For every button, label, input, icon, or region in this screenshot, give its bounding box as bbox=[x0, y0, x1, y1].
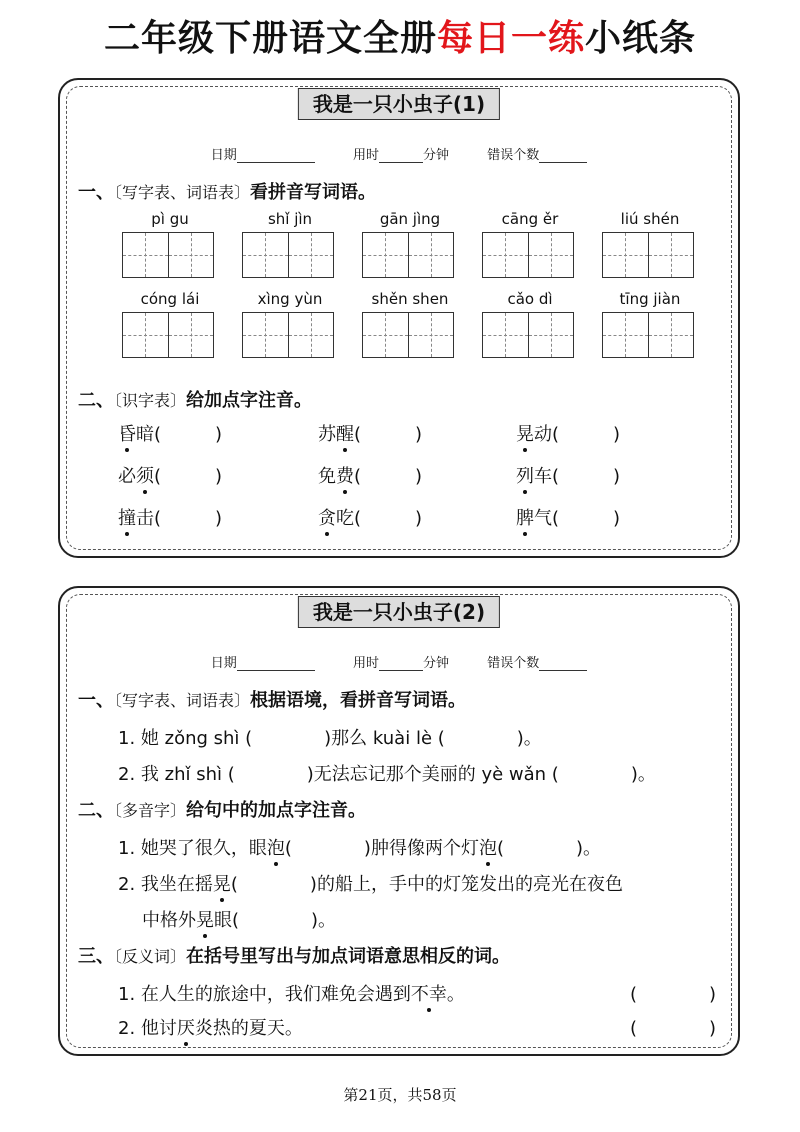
grid-cell[interactable] bbox=[603, 313, 648, 357]
word-item bbox=[516, 420, 620, 446]
grid-cell[interactable] bbox=[123, 313, 168, 357]
dotted-char: 晃 bbox=[516, 424, 534, 445]
date-blank[interactable] bbox=[237, 670, 315, 671]
dotted-char: 贪 bbox=[318, 508, 336, 529]
grid-cell[interactable] bbox=[528, 233, 574, 277]
question-text: 2. 我 zhǐ shì ( )无法忘记那个美丽的 yè wǎn ( )。 bbox=[118, 764, 656, 785]
word-item bbox=[318, 504, 422, 530]
word-char: 免 bbox=[318, 466, 336, 487]
answer-paren[interactable]: ( ) bbox=[630, 1018, 717, 1039]
word-char: 击 bbox=[136, 508, 154, 529]
card-title: 我是一只小虫子(1) bbox=[298, 88, 500, 120]
writing-grid[interactable] bbox=[362, 232, 454, 278]
pinyin-group bbox=[242, 290, 338, 358]
word-item bbox=[118, 420, 222, 446]
grid-cell[interactable] bbox=[603, 233, 648, 277]
writing-grid[interactable] bbox=[242, 312, 334, 358]
question-text: 1. 她 zǒng shì ( )那么 kuài lè ( )。 bbox=[118, 728, 542, 749]
question-text: 2. 他讨厌炎热的夏天。 bbox=[118, 1018, 303, 1039]
answer-paren[interactable]: ( ) bbox=[630, 984, 717, 1005]
grid-cell[interactable] bbox=[528, 313, 574, 357]
word-item bbox=[516, 504, 620, 530]
meta-row: 日期 用时 分钟 错误个数 bbox=[60, 652, 738, 671]
grid-cell[interactable] bbox=[363, 233, 408, 277]
pinyin-group bbox=[362, 210, 458, 278]
grid-cell[interactable] bbox=[408, 313, 454, 357]
grid-cell[interactable] bbox=[243, 233, 288, 277]
pinyin-label: xìng yùn bbox=[257, 290, 323, 308]
worksheet-card-2 bbox=[58, 586, 740, 1056]
section-heading: 三、〔反义词〕在括号里写出与加点词语意思相反的词。 bbox=[78, 946, 511, 967]
question-text: 1. 她哭了很久，眼泡( )肿得像两个灯泡( )。 bbox=[118, 838, 601, 859]
page-footer: 第21页，共58页 bbox=[343, 1086, 457, 1104]
dotted-char: 费 bbox=[336, 466, 354, 487]
pinyin-label: shěn shen bbox=[371, 290, 449, 308]
answer-paren[interactable]: ( ) bbox=[354, 508, 423, 529]
word-char: 气 bbox=[534, 508, 552, 529]
word-char: 车 bbox=[534, 466, 552, 487]
dotted-char: 撞 bbox=[118, 508, 136, 529]
word-item bbox=[318, 462, 422, 488]
answer-paren[interactable]: ( ) bbox=[552, 424, 621, 445]
writing-grid[interactable] bbox=[482, 232, 574, 278]
date-blank[interactable] bbox=[237, 162, 315, 163]
word-char: 吃 bbox=[336, 508, 354, 529]
question-text: 2. 我坐在摇晃( )的船上，手中的灯笼发出的亮光在夜色 bbox=[118, 874, 623, 895]
time-blank[interactable] bbox=[379, 670, 423, 671]
dotted-char: 晃 bbox=[212, 874, 231, 895]
section-heading: 二、〔识字表〕给加点字注音。 bbox=[78, 390, 313, 411]
word-char: 动 bbox=[534, 424, 552, 445]
writing-grid[interactable] bbox=[122, 232, 214, 278]
pinyin-label: cǎo dì bbox=[507, 290, 553, 308]
section-heading: 一、〔写字表、词语表〕看拼音写词语。 bbox=[78, 182, 377, 203]
grid-cell[interactable] bbox=[483, 233, 528, 277]
dotted-char: 须 bbox=[136, 466, 154, 487]
answer-paren[interactable]: ( ) bbox=[154, 508, 223, 529]
dotted-char: 列 bbox=[516, 466, 534, 487]
grid-cell[interactable] bbox=[648, 313, 694, 357]
dotted-char: 厌 bbox=[176, 1018, 195, 1039]
writing-grid[interactable] bbox=[482, 312, 574, 358]
word-char: 苏 bbox=[318, 424, 336, 445]
time-blank[interactable] bbox=[379, 162, 423, 163]
errors-blank[interactable] bbox=[539, 670, 587, 671]
grid-cell[interactable] bbox=[408, 233, 454, 277]
dotted-char: 昏 bbox=[118, 424, 136, 445]
pinyin-label: tīng jiàn bbox=[619, 290, 681, 308]
pinyin-group bbox=[122, 210, 218, 278]
card-title: 我是一只小虫子(2) bbox=[298, 596, 500, 628]
dotted-char: 醒 bbox=[336, 424, 354, 445]
word-item bbox=[516, 462, 620, 488]
grid-cell[interactable] bbox=[363, 313, 408, 357]
writing-grid[interactable] bbox=[242, 232, 334, 278]
word-char: 暗 bbox=[136, 424, 154, 445]
grid-cell[interactable] bbox=[288, 313, 334, 357]
dotted-char: 脾 bbox=[516, 508, 534, 529]
grid-cell[interactable] bbox=[243, 313, 288, 357]
pinyin-group bbox=[602, 290, 698, 358]
answer-paren[interactable]: ( ) bbox=[552, 508, 621, 529]
pinyin-group bbox=[362, 290, 458, 358]
pinyin-label: gān jìng bbox=[379, 210, 441, 228]
pinyin-label: cāng ěr bbox=[501, 210, 559, 228]
grid-cell[interactable] bbox=[168, 233, 214, 277]
pinyin-label: pì gu bbox=[151, 210, 189, 228]
pinyin-label: shǐ jìn bbox=[267, 210, 313, 228]
writing-grid[interactable] bbox=[122, 312, 214, 358]
question-text: 1. 在人生的旅途中，我们难免会遇到不幸。 bbox=[118, 984, 465, 1005]
answer-paren[interactable]: ( ) bbox=[354, 424, 423, 445]
word-item bbox=[118, 504, 222, 530]
word-item bbox=[118, 462, 222, 488]
writing-grid[interactable] bbox=[602, 312, 694, 358]
pinyin-group bbox=[482, 290, 578, 358]
answer-paren[interactable]: ( ) bbox=[354, 466, 423, 487]
word-item bbox=[318, 420, 422, 446]
grid-cell[interactable] bbox=[288, 233, 334, 277]
grid-cell[interactable] bbox=[483, 313, 528, 357]
answer-paren[interactable]: ( ) bbox=[154, 466, 223, 487]
grid-cell[interactable] bbox=[648, 233, 694, 277]
answer-paren[interactable]: ( ) bbox=[552, 466, 621, 487]
grid-cell[interactable] bbox=[123, 233, 168, 277]
pinyin-label: liú shén bbox=[620, 210, 680, 228]
errors-blank[interactable] bbox=[539, 162, 587, 163]
page-title: 二年级下册语文全册每日一练小纸条 bbox=[103, 18, 697, 59]
pinyin-group bbox=[482, 210, 578, 278]
worksheet-card-1 bbox=[58, 78, 740, 558]
answer-paren[interactable]: ( ) bbox=[154, 424, 223, 445]
writing-grid[interactable] bbox=[602, 232, 694, 278]
dotted-char: 晃 bbox=[196, 910, 214, 931]
writing-grid[interactable] bbox=[362, 312, 454, 358]
pinyin-group bbox=[122, 290, 218, 358]
grid-cell[interactable] bbox=[168, 313, 214, 357]
pinyin-group bbox=[242, 210, 338, 278]
word-char: 必 bbox=[118, 466, 136, 487]
section-heading: 二、〔多音字〕给句中的加点字注音。 bbox=[78, 800, 367, 821]
pinyin-group bbox=[602, 210, 698, 278]
section-heading: 一、〔写字表、词语表〕根据语境，看拼音写词语。 bbox=[78, 690, 467, 711]
dotted-char: 泡 bbox=[266, 838, 285, 859]
question-text: 中格外晃眼( )。 bbox=[142, 910, 337, 931]
pinyin-label: cóng lái bbox=[140, 290, 200, 308]
meta-row: 日期 用时 分钟 错误个数 bbox=[60, 144, 738, 163]
dotted-word: 不幸 bbox=[410, 984, 447, 1005]
dotted-char: 泡 bbox=[478, 838, 497, 859]
